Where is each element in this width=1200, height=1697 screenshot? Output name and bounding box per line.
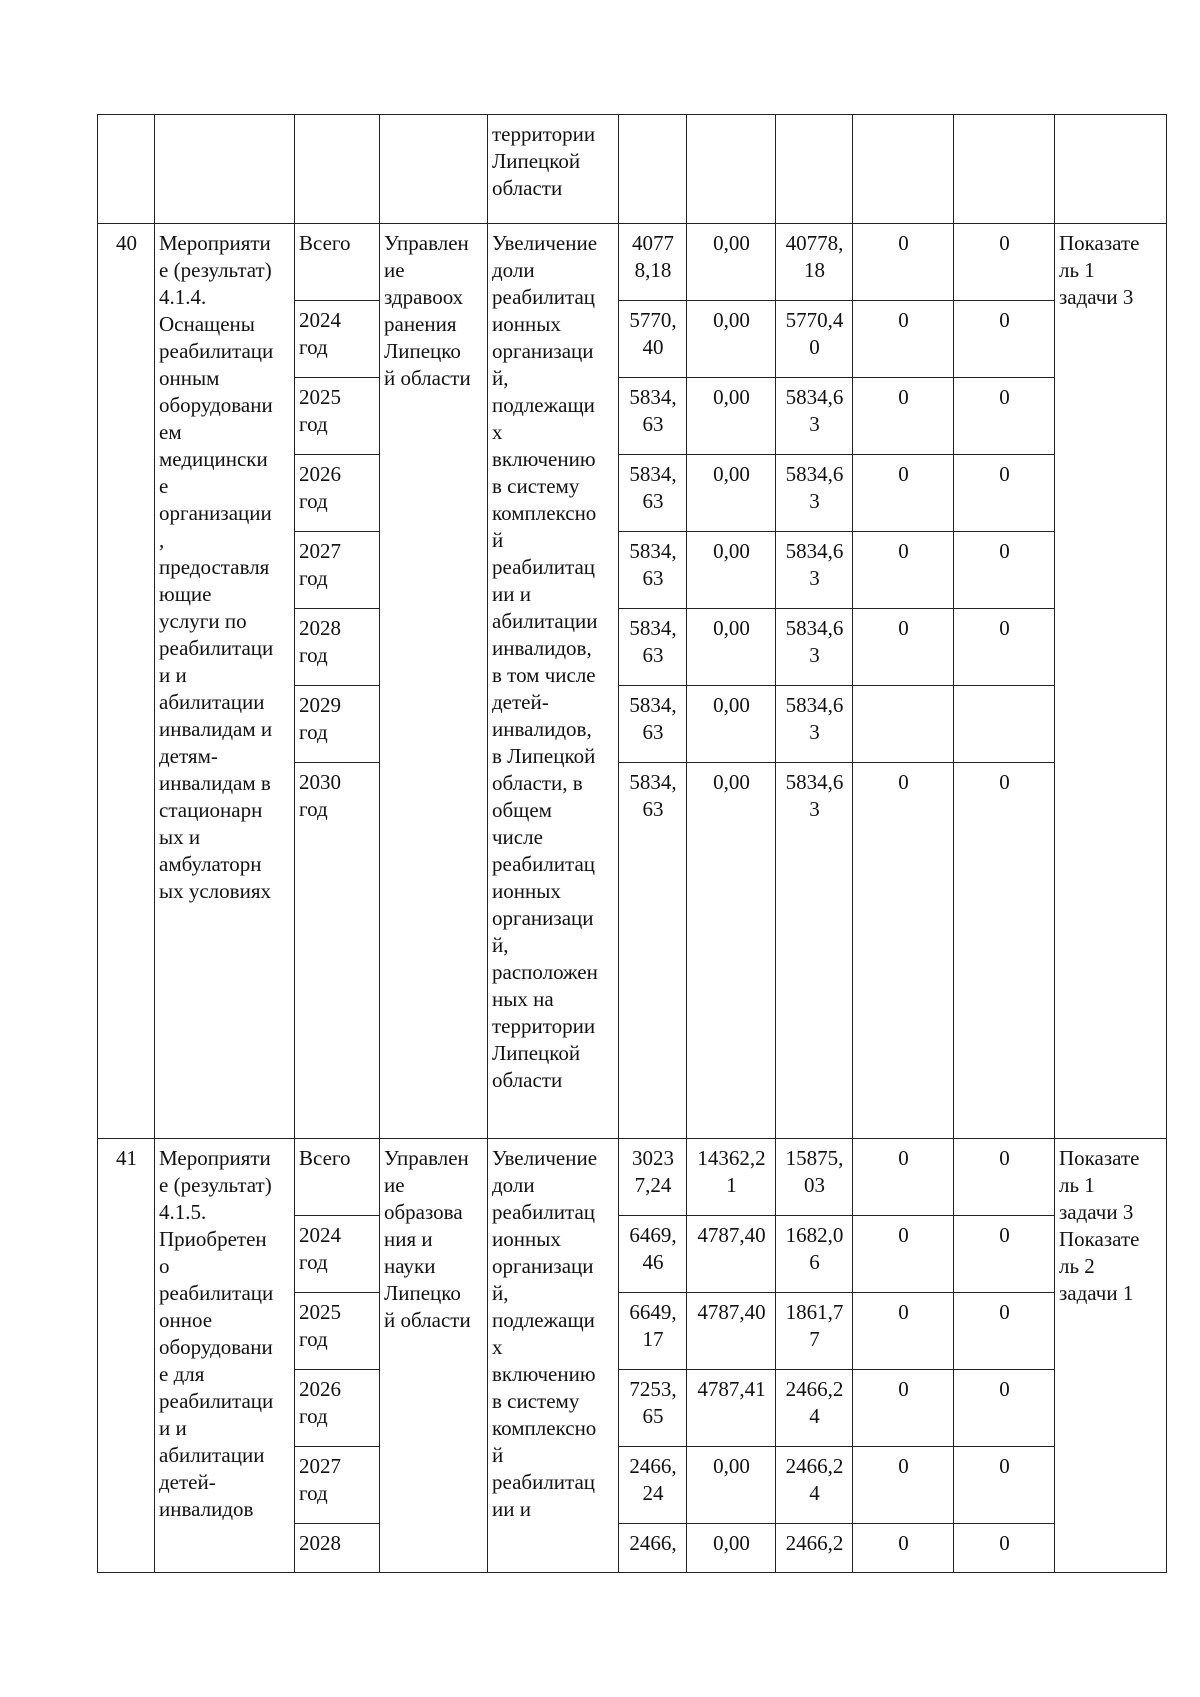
- other-cell: 0: [954, 455, 1055, 532]
- entry-row: [98, 1139, 1167, 1216]
- year-cell: 2026 год: [295, 455, 380, 532]
- federal-cell: 4787,40: [687, 1216, 776, 1293]
- total-cell: 6649, 17: [619, 1293, 687, 1370]
- other-cell: 0: [954, 609, 1055, 686]
- total-cell: 5834, 63: [619, 378, 687, 455]
- cell-empty: [295, 115, 380, 224]
- federal-cell: 4787,41: [687, 1370, 776, 1447]
- federal-cell: 0,00: [687, 532, 776, 609]
- municipal-cell: 0: [853, 1216, 954, 1293]
- other-cell: 0: [954, 532, 1055, 609]
- municipal-cell: 0: [853, 532, 954, 609]
- municipal-cell: 0: [853, 455, 954, 532]
- other-cell: 0: [954, 1447, 1055, 1524]
- other-cell: 0: [954, 301, 1055, 378]
- other-cell: 0: [954, 1216, 1055, 1293]
- municipal-cell: 0: [853, 1139, 954, 1216]
- cell-empty: [687, 115, 776, 224]
- other-cell: 0: [954, 1524, 1055, 1573]
- federal-cell: 0,00: [687, 686, 776, 763]
- federal-cell: 14362,2 1: [687, 1139, 776, 1216]
- cell-empty: [1055, 115, 1167, 224]
- result-cell: Увеличение доли реабилитац ионных организаци й, подлежащи х включению в систему комплексно й реабилитац ии и: [488, 1139, 619, 1573]
- year-cell: 2028 год: [295, 609, 380, 686]
- total-cell: 5834, 63: [619, 609, 687, 686]
- cell-empty: [98, 115, 155, 224]
- municipal-cell: [853, 686, 954, 763]
- year-cell: 2026 год: [295, 1370, 380, 1447]
- cell-empty: [155, 115, 295, 224]
- municipal-cell: 0: [853, 224, 954, 301]
- federal-cell: 0,00: [687, 224, 776, 301]
- municipal-cell: 0: [853, 1524, 954, 1573]
- regional-cell: 2466,2: [776, 1524, 853, 1573]
- entry-row: [98, 224, 1167, 301]
- total-cell: 5834, 63: [619, 686, 687, 763]
- federal-cell: 0,00: [687, 378, 776, 455]
- other-cell: 0: [954, 1293, 1055, 1370]
- other-cell: 0: [954, 378, 1055, 455]
- federal-cell: 4787,40: [687, 1293, 776, 1370]
- year-cell: 2024 год: [295, 1216, 380, 1293]
- municipal-cell: 0: [853, 301, 954, 378]
- result-cell: территории Липецкой области: [488, 115, 619, 224]
- other-cell: 0: [954, 763, 1055, 1139]
- year-cell: 2025 год: [295, 1293, 380, 1370]
- regional-cell: 15875, 03: [776, 1139, 853, 1216]
- cell-empty: [619, 115, 687, 224]
- year-cell: 2030 год: [295, 763, 380, 1139]
- regional-cell: 1682,0 6: [776, 1216, 853, 1293]
- regional-cell: 2466,2 4: [776, 1370, 853, 1447]
- cell-empty: [776, 115, 853, 224]
- program-table: [97, 114, 1167, 1573]
- regional-cell: 5834,6 3: [776, 532, 853, 609]
- result-cell: Увеличение доли реабилитац ионных организаци й, подлежащи х включению в систему комплексно й реабилитац ии и абилитации инвалидов, в том числе детей- инвалидов, в Липецкой области, в общем числе реабилитац ионных организаци й, расположен ных на территории Липецкой области: [488, 224, 619, 1139]
- regional-cell: 5834,6 3: [776, 686, 853, 763]
- federal-cell: 0,00: [687, 455, 776, 532]
- year-cell: 2025 год: [295, 378, 380, 455]
- regional-cell: 5834,6 3: [776, 378, 853, 455]
- cell-empty: [380, 115, 488, 224]
- federal-cell: 0,00: [687, 1524, 776, 1573]
- year-cell: 2024 год: [295, 301, 380, 378]
- total-cell: 2466, 24: [619, 1447, 687, 1524]
- total-cell: 4077 8,18: [619, 224, 687, 301]
- year-cell: Всего: [295, 1139, 380, 1216]
- federal-cell: 0,00: [687, 301, 776, 378]
- total-cell: 5834, 63: [619, 455, 687, 532]
- regional-cell: 40778, 18: [776, 224, 853, 301]
- year-cell: Всего: [295, 224, 380, 301]
- indicator-cell: Показате ль 1 задачи 3: [1055, 224, 1167, 1139]
- executor-cell: Управлен ие здравоох ранения Липецко й области: [380, 224, 488, 1139]
- total-cell: 6469, 46: [619, 1216, 687, 1293]
- federal-cell: 0,00: [687, 763, 776, 1139]
- cell-empty: [954, 115, 1055, 224]
- total-cell: 7253, 65: [619, 1370, 687, 1447]
- entry-number: 40: [98, 224, 155, 1139]
- year-cell: 2027 год: [295, 1447, 380, 1524]
- year-cell: 2028: [295, 1524, 380, 1573]
- indicator-cell: Показате ль 1 задачи 3 Показате ль 2 задачи 1: [1055, 1139, 1167, 1573]
- entry-name: Мероприяти е (результат) 4.1.4. Оснащены реабилитаци онным оборудовани ем медицински е организации , предоставля ющие услуги по реабилитаци и и абилитации инвалидам и детям- инвалидам в стационарн ых и амбулаторн ых условиях: [155, 224, 295, 1139]
- municipal-cell: 0: [853, 1447, 954, 1524]
- municipal-cell: 0: [853, 378, 954, 455]
- total-cell: 2466,: [619, 1524, 687, 1573]
- other-cell: 0: [954, 224, 1055, 301]
- regional-cell: 5834,6 3: [776, 609, 853, 686]
- total-cell: 5770, 40: [619, 301, 687, 378]
- cell-empty: [853, 115, 954, 224]
- regional-cell: 5834,6 3: [776, 455, 853, 532]
- total-cell: 5834, 63: [619, 532, 687, 609]
- other-cell: 0: [954, 1370, 1055, 1447]
- other-cell: [954, 686, 1055, 763]
- total-cell: 5834, 63: [619, 763, 687, 1139]
- entry-name: Мероприяти е (результат) 4.1.5. Приобретен о реабилитаци онное оборудовани е для реабилитаци и и абилитации детей- инвалидов: [155, 1139, 295, 1573]
- regional-cell: 2466,2 4: [776, 1447, 853, 1524]
- municipal-cell: 0: [853, 763, 954, 1139]
- municipal-cell: 0: [853, 1293, 954, 1370]
- municipal-cell: 0: [853, 609, 954, 686]
- other-cell: 0: [954, 1139, 1055, 1216]
- entry-number: 41: [98, 1139, 155, 1573]
- regional-cell: 5834,6 3: [776, 763, 853, 1139]
- regional-cell: 5770,4 0: [776, 301, 853, 378]
- year-cell: 2029 год: [295, 686, 380, 763]
- total-cell: 3023 7,24: [619, 1139, 687, 1216]
- federal-cell: 0,00: [687, 1447, 776, 1524]
- municipal-cell: 0: [853, 1370, 954, 1447]
- continuation-row: [98, 115, 1167, 224]
- federal-cell: 0,00: [687, 609, 776, 686]
- executor-cell: Управлен ие образова ния и науки Липецко й области: [380, 1139, 488, 1573]
- regional-cell: 1861,7 7: [776, 1293, 853, 1370]
- year-cell: 2027 год: [295, 532, 380, 609]
